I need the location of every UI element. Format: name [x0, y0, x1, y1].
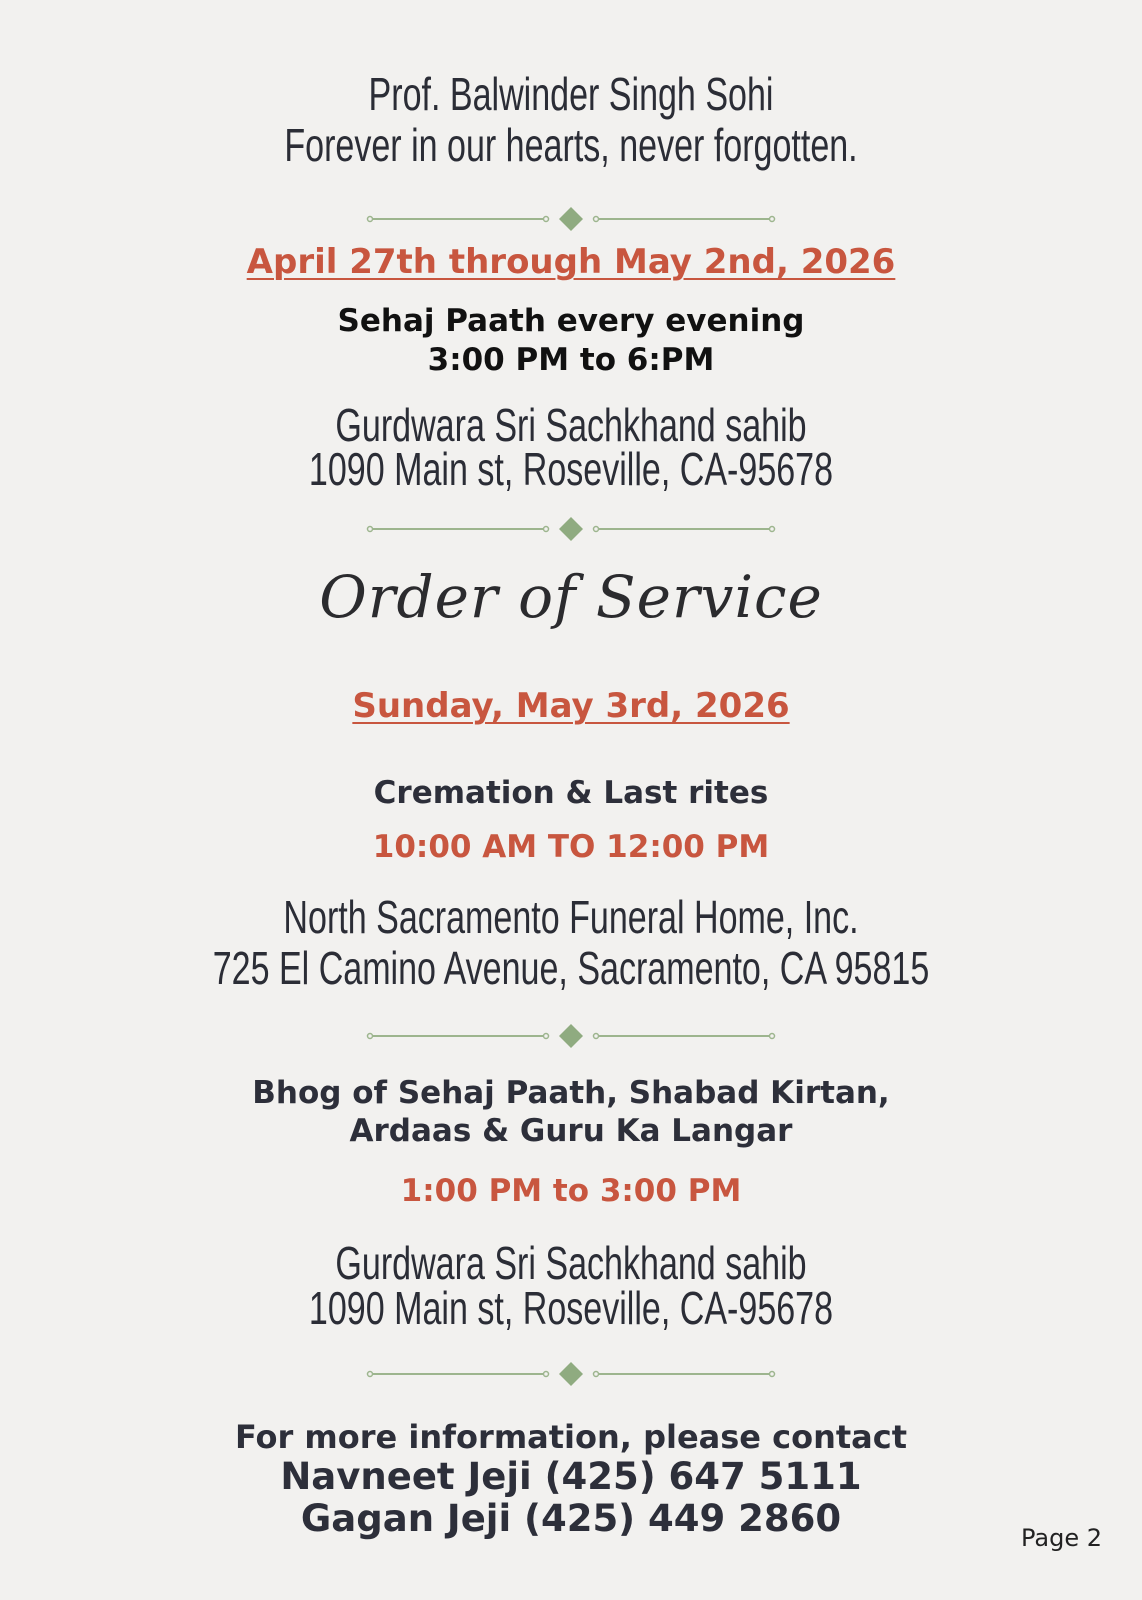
paath-venue-address: 1090 Main st, Roseville, CA-95678 — [308, 443, 834, 495]
contact-intro: For more information, please contact — [234, 1418, 908, 1456]
divider-4 — [0, 1362, 1142, 1386]
cremation-venue-address: 725 El Camino Avenue, Sacramento, CA 95815 — [212, 942, 930, 994]
cremation-title: Cremation & Last rites — [373, 775, 769, 811]
memorial-name: Prof. Balwinder Singh Sohi — [368, 68, 774, 120]
contact-person-2: Gagan Jeji (425) 449 2860 — [300, 1497, 842, 1540]
cremation-time: 10:00 AM TO 12:00 PM — [372, 829, 770, 865]
divider-3 — [0, 1024, 1142, 1048]
divider-1 — [0, 207, 1142, 231]
paath-time: 3:00 PM to 6:PM — [427, 342, 715, 378]
page-number: Page 2 — [1021, 1524, 1102, 1552]
bhog-venue-name: Gurdwara Sri Sachkhand sahib — [335, 1237, 807, 1289]
paath-venue-name: Gurdwara Sri Sachkhand sahib — [335, 399, 807, 451]
service-date: Sunday, May 3rd, 2026 — [352, 686, 790, 726]
divider-2 — [0, 517, 1142, 541]
bhog-title-line2: Ardaas & Guru Ka Langar — [349, 1113, 793, 1149]
paath-dates: April 27th through May 2nd, 2026 — [246, 242, 896, 282]
diamond-divider-icon — [366, 1362, 776, 1386]
bhog-venue-address: 1090 Main st, Roseville, CA-95678 — [308, 1282, 834, 1334]
bhog-title-line1: Bhog of Sehaj Paath, Shabad Kirtan, — [252, 1075, 890, 1111]
memorial-tribute: Forever in our hearts, never forgotten. — [284, 119, 858, 171]
cremation-venue-name: North Sacramento Funeral Home, Inc. — [283, 891, 859, 943]
contact-person-1: Navneet Jeji (425) 647 5111 — [280, 1455, 862, 1498]
bhog-time: 1:00 PM to 3:00 PM — [400, 1173, 742, 1209]
paath-title: Sehaj Paath every evening — [337, 303, 805, 339]
diamond-divider-icon — [366, 207, 776, 231]
order-of-service-heading: Order of Service — [319, 563, 823, 631]
diamond-divider-icon — [366, 1024, 776, 1048]
diamond-divider-icon — [366, 517, 776, 541]
